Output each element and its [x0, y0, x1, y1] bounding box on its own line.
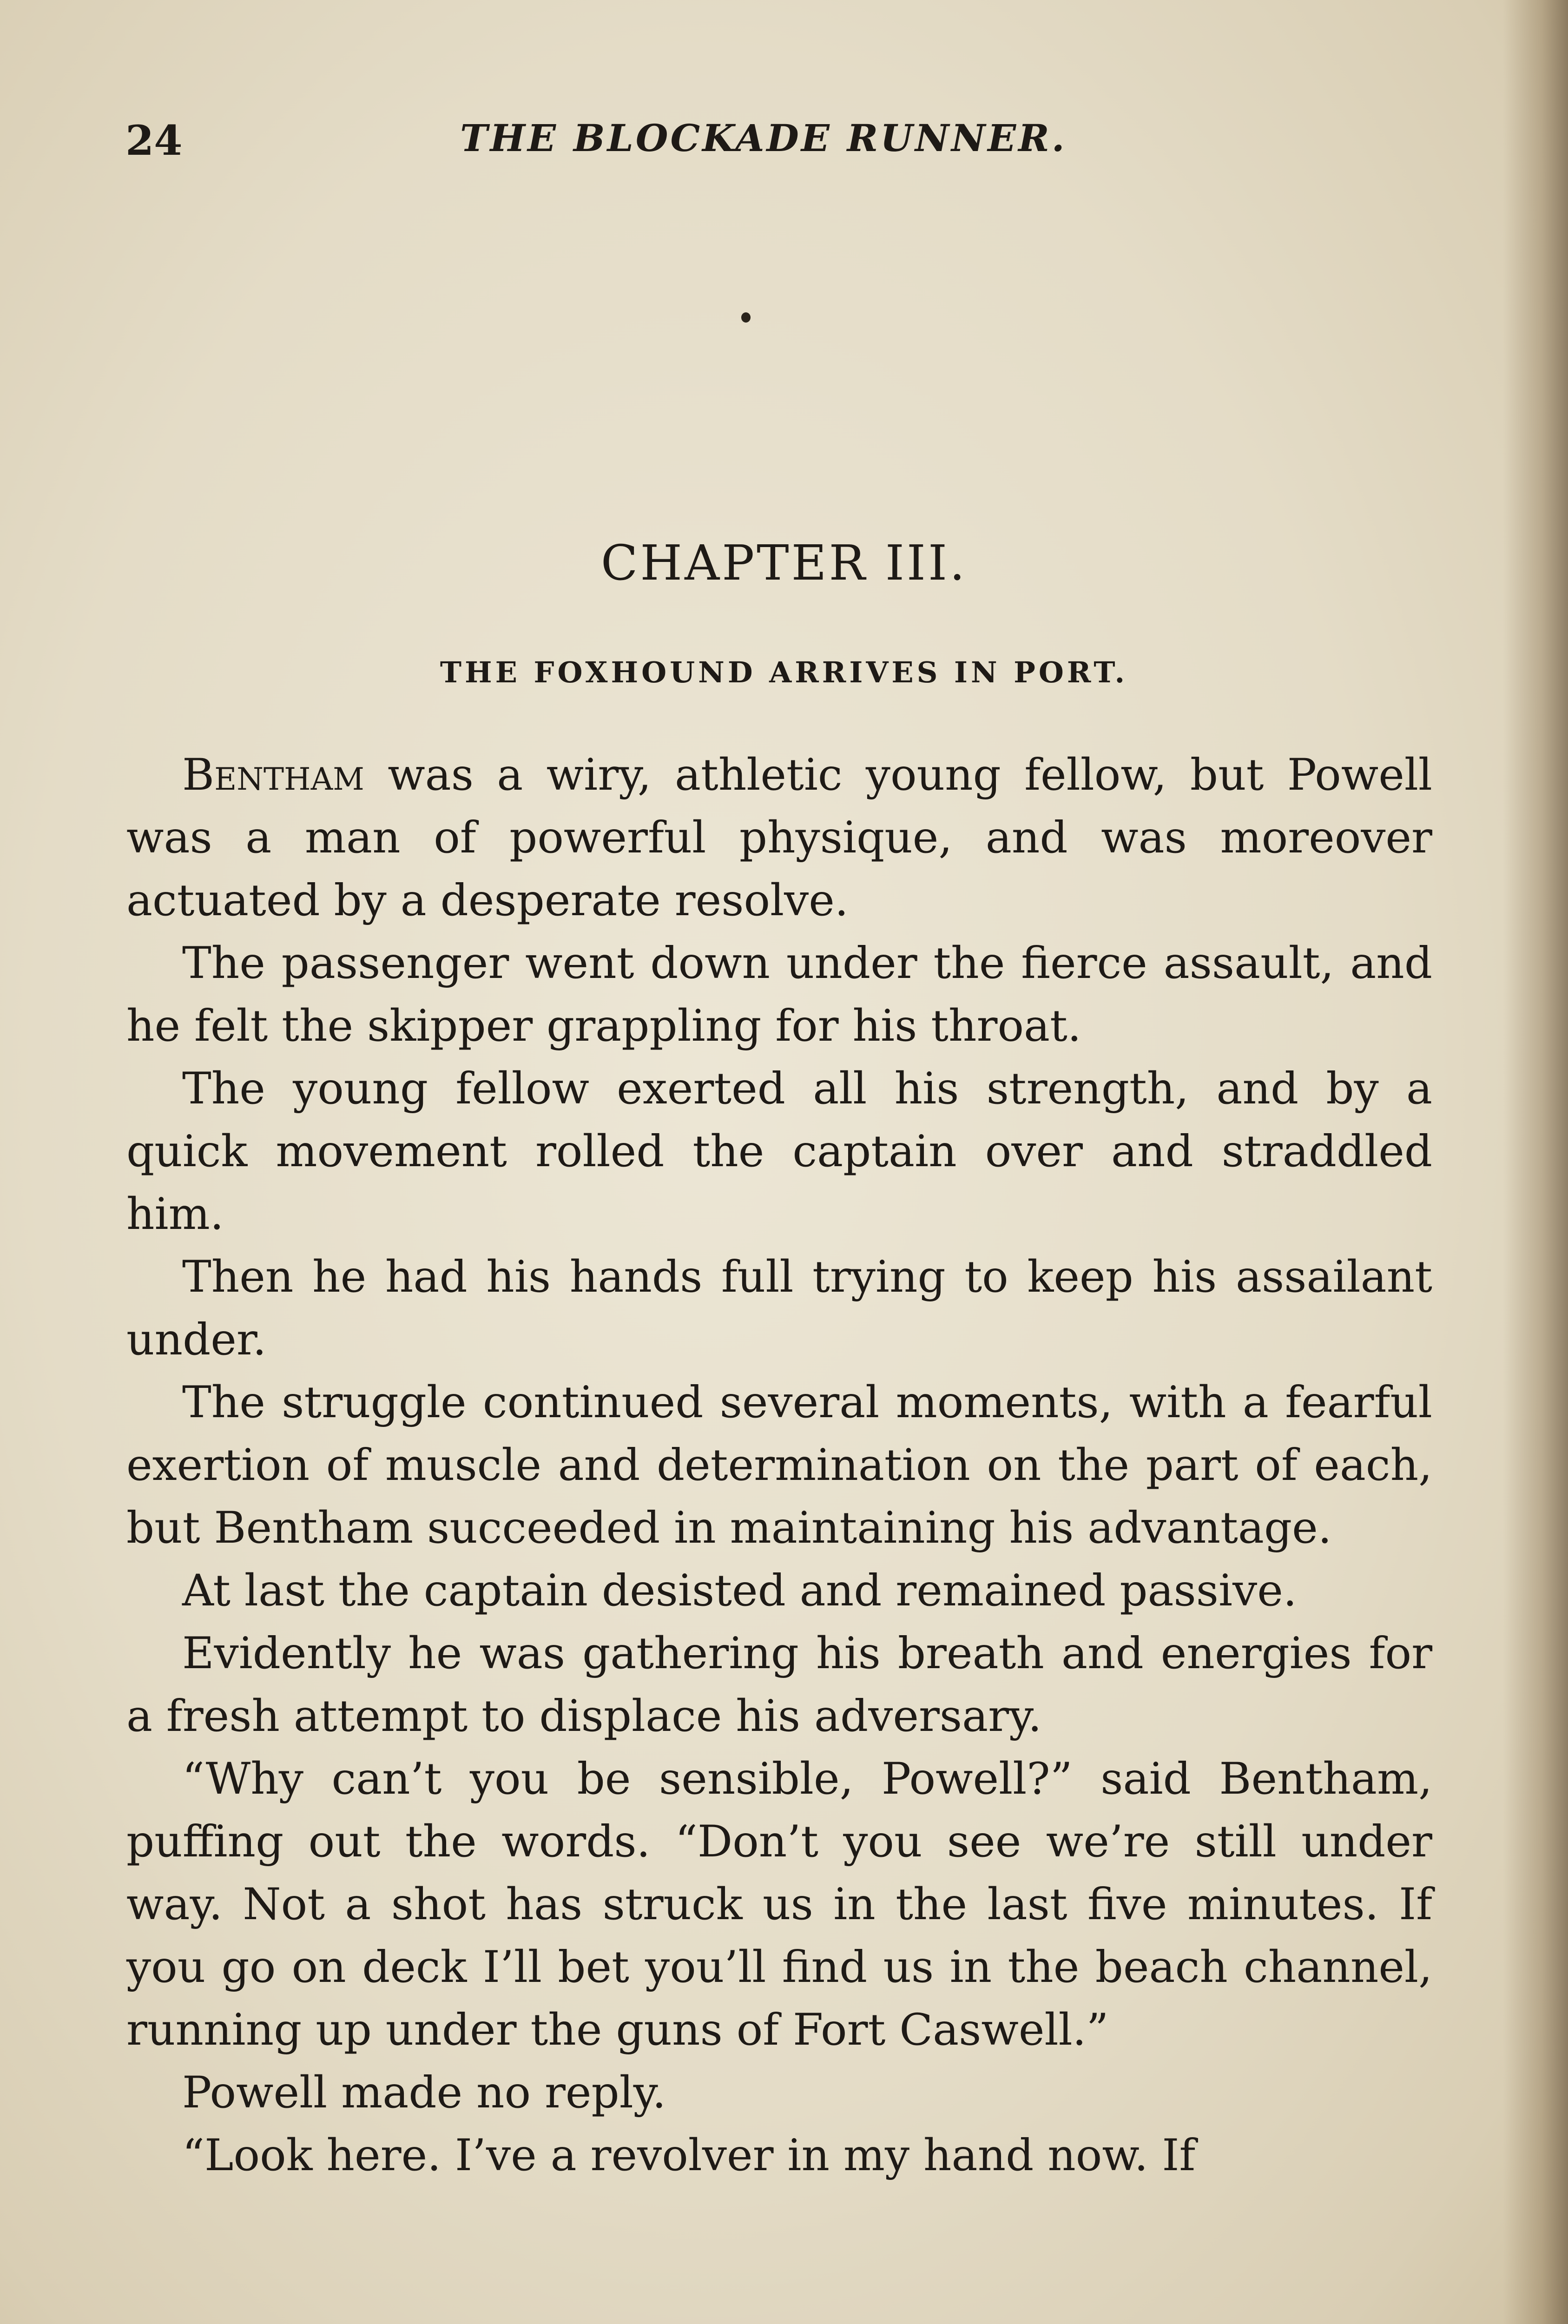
running-header: [125, 116, 1445, 172]
paragraph: Then he had his hands full trying to keep his assailant under.: [126, 1252, 1432, 1365]
chapter-subtitle: THE FOXHOUND ARRIVES IN PORT.: [440, 655, 1128, 689]
opening-word: Bentham: [182, 750, 364, 800]
ink-speck: [741, 312, 751, 323]
running-title: THE BLOCKADE RUNNER.: [460, 116, 1067, 160]
paragraph: The struggle continued several moments, with a fearful exertion of muscle and determination on the part of each, but Bentham succeeded in maintaining his advantage.: [126, 1377, 1432, 1553]
paragraph-text: was a wiry, athletic young fellow, but Powell was a man of powerful physique, and was moreover actuated by a desperate resolve.: [126, 750, 1432, 926]
paragraph: [126, 744, 1432, 932]
paragraph: At last the captain desisted and remained passive.: [182, 1565, 1297, 1616]
page-edge-shadow: [1503, 0, 1568, 2324]
paragraph: Powell made no reply.: [182, 2067, 666, 2118]
page-number: 24: [125, 116, 183, 165]
body-text: [126, 744, 1432, 2187]
paragraph: The young fellow exerted all his strength, and by a quick movement rolled the captain over and straddled him.: [126, 1063, 1432, 1240]
paragraph: Evidently he was gathering his breath and energies for a fresh attempt to displace his adversary.: [126, 1628, 1432, 1742]
paragraph: “Look here. I’ve a revolver in my hand now. If: [182, 2130, 1196, 2181]
paragraph: “Why can’t you be sensible, Powell?” said Bentham, puffing out the words. “Don’t you see we’re still under way. Not a shot has struck us in the last five minutes. If you go on deck I’ll bet you’ll find us in the beach channel, running up under the guns of Fort Caswell.”: [126, 1754, 1432, 2055]
paragraph: The passenger went down under the fierce assault, and he felt the skipper grappling for his throat.: [126, 938, 1432, 1051]
chapter-title: CHAPTER III.: [600, 535, 968, 591]
